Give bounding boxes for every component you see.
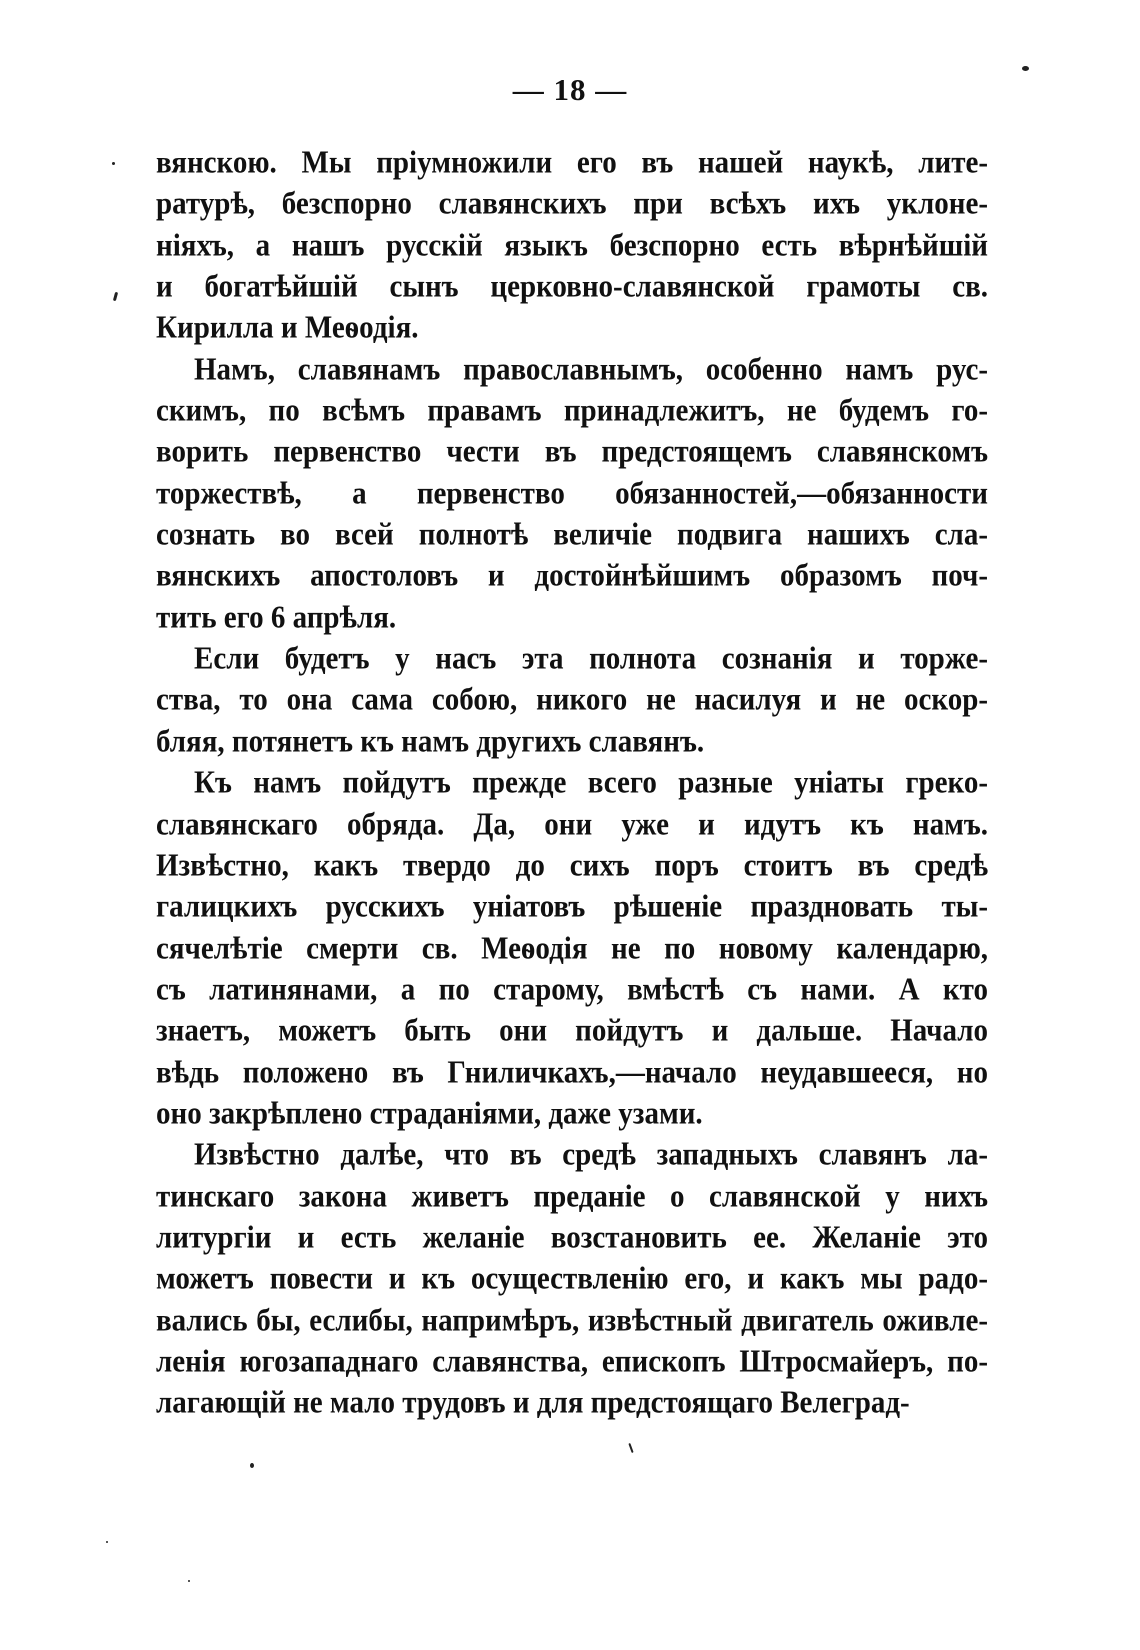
- text-line: Намъ, славянамъ православнымъ, особенно намъ рус-: [194, 352, 988, 387]
- text-line: скимъ, по всѣмъ правамъ принадлежитъ, не будемъ го-: [156, 393, 988, 429]
- body-text: [156, 143, 988, 1425]
- text-line: можетъ повести и къ осуществленію его, и какъ мы радо-: [156, 1261, 988, 1297]
- text-line: оно закрѣплено страданіями, даже узами.: [156, 1096, 703, 1132]
- text-line: лагающій не мало трудовъ и для предстоящаго Велеград-: [156, 1385, 910, 1421]
- text-line: Если будетъ у насъ эта полнота сознанія и торже-: [194, 641, 988, 677]
- text-line: тинскаго закона живетъ преданіе о славянской у нихъ: [156, 1179, 988, 1214]
- text-line: съ латинянами, а по старому, вмѣстѣ съ нами. А кто: [156, 972, 988, 1008]
- scan-speck: [188, 1580, 190, 1582]
- text-line: ленія югозападнаго славянства, епископъ Штросмайеръ, по-: [156, 1344, 988, 1380]
- text-line: и богатѣйшій сынъ церковно-славянской грамоты св.: [156, 269, 988, 305]
- text-line: вянскихъ апостоловъ и достойнѣйшимъ образомъ поч-: [156, 559, 988, 594]
- text-line: ратурѣ, безспорно славянскихъ при всѣхъ ихъ уклоне-: [156, 187, 988, 222]
- paragraph: [156, 143, 988, 350]
- text-line: Извѣстно далѣе, что въ средѣ западныхъ славянъ ла-: [194, 1137, 988, 1173]
- text-line: славянскаго обряда. Да, они уже и идутъ къ намъ.: [156, 807, 988, 842]
- text-line: вянскою. Мы пріумножили его въ нашей наукѣ, лите-: [156, 145, 988, 181]
- text-line: вались бы, еслибы, напримѣръ, извѣстный двигатель оживле-: [156, 1303, 988, 1338]
- scan-speck: [628, 1443, 633, 1453]
- text-line: сячелѣтіе смерти св. Меѳодія не по новому календарю,: [156, 931, 988, 966]
- text-line: литургіи и есть желаніе возстановить ее. Желаніе это: [156, 1220, 988, 1256]
- text-line: Къ намъ пойдутъ прежде всего разные уніаты греко-: [194, 765, 988, 801]
- text-line: торжествѣ, а первенство обязанностей,—обязанности: [156, 476, 988, 511]
- scan-speck: [112, 162, 115, 165]
- text-line: ства, то она сама собою, никого не насилуя и не оскор-: [156, 683, 988, 718]
- text-line: тить его 6 апрѣля.: [156, 600, 397, 636]
- page-number: — 18 —: [512, 72, 628, 107]
- paragraph: [156, 763, 988, 1135]
- text-line: сознать во всей полнотѣ величіе подвига нашихъ сла-: [156, 517, 988, 553]
- text-line: ворить первенство чести въ предстоящемъ славянскомъ: [156, 435, 988, 470]
- scan-speck: [106, 1541, 108, 1543]
- scan-speck: [1022, 66, 1029, 71]
- paragraph: [156, 1135, 988, 1424]
- paragraph: [156, 639, 988, 763]
- text-line: вѣдь положено въ Гниличкахъ,—начало неудавшееся, но: [156, 1055, 988, 1090]
- text-line: Извѣстно, какъ твердо до сихъ поръ стоитъ въ средѣ: [156, 848, 988, 884]
- text-line: галицкихъ русскихъ уніатовъ рѣшеніе праздновать ты-: [156, 889, 988, 925]
- text-line: знаетъ, можетъ быть они пойдутъ и дальше. Начало: [156, 1013, 988, 1049]
- text-line: Кирилла и Меѳодія.: [156, 311, 419, 346]
- scan-speck: [113, 292, 118, 301]
- text-line: бляя, потянетъ къ намъ другихъ славянъ.: [156, 724, 705, 760]
- text-line: ніяхъ, а нашъ русскій языкъ безспорно есть вѣрнѣйшій: [156, 228, 988, 263]
- paragraph: [156, 350, 988, 639]
- scan-speck: [250, 1463, 254, 1468]
